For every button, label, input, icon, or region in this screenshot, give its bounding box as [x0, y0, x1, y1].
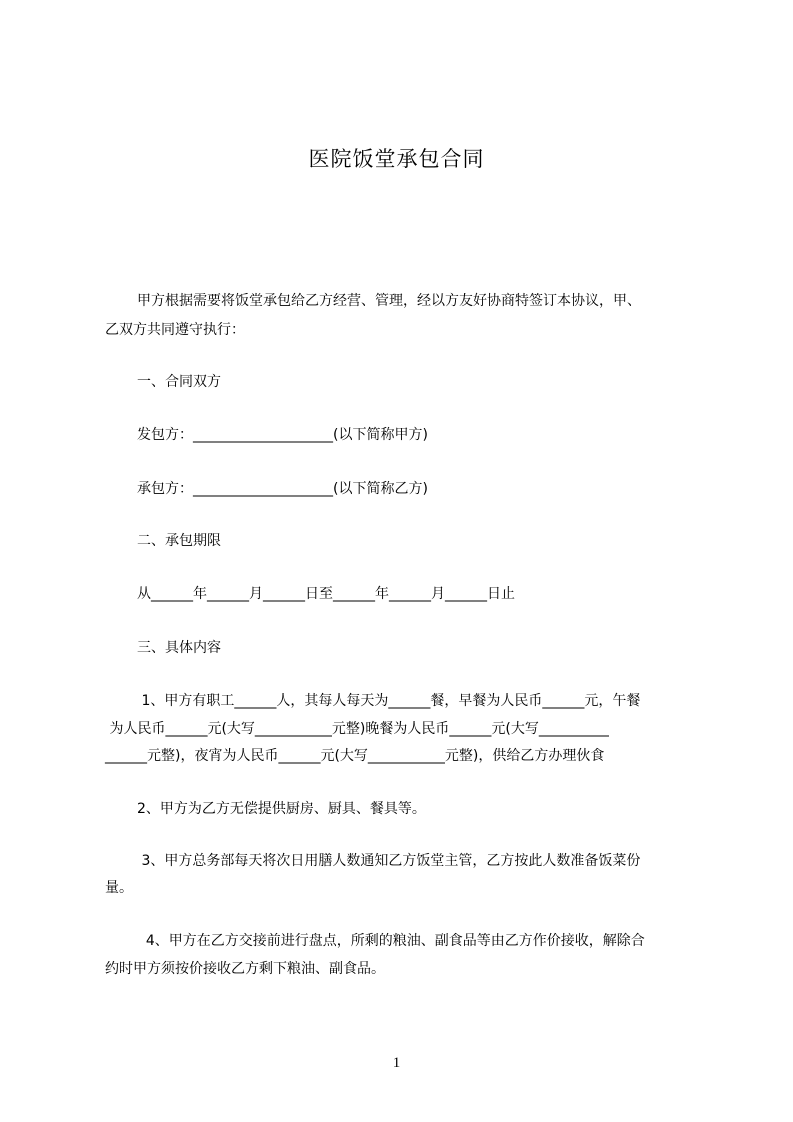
item-3-line-2: 量。	[105, 880, 133, 896]
item-1-line-2: 为人民币______元(大写___________元整)晚餐为人民币______元(大写__________	[105, 721, 609, 737]
party-a-line: 发包方：____________________(以下简称甲方)	[137, 427, 428, 443]
item-3-line-1: 3、甲方总务部每天将次日用膳人数通知乙方饭堂主管，乙方按此人数准备饭菜份	[137, 853, 641, 869]
item-1-line-3: ______元整)，夜宵为人民币______元(大写___________元整)，供给乙方办理伙食	[105, 748, 605, 764]
party-b-line: 承包方：____________________(以下简称乙方)	[137, 481, 428, 497]
intro-line-1: 甲方根据需要将饭堂承包给乙方经营、管理，经以方友好协商特签订本协议，甲、	[137, 293, 641, 309]
page-number: 1	[392, 1055, 401, 1071]
item-1-line-1: 1、甲方有职工______人，其每人每天为______餐，早餐为人民币______元，午餐	[137, 693, 641, 709]
intro-line-2: 乙双方共同遵守执行：	[105, 322, 245, 338]
section-2-heading: 二、承包期限	[137, 533, 221, 549]
item-4-line-2: 约时甲方须按价接收乙方剩下粮油、副食品。	[105, 961, 385, 977]
section-3-heading: 三、具体内容	[137, 640, 221, 656]
item-4-line-1: 4、甲方在乙方交接前进行盘点，所剩的粮油、副食品等由乙方作价接收，解除合	[137, 933, 645, 949]
document-title: 医院饭堂承包合同	[308, 147, 485, 171]
term-line: 从______年______月______日至______年______月______日止	[137, 586, 515, 602]
section-1-heading: 一、合同双方	[137, 374, 221, 390]
item-2: 2、甲方为乙方无偿提供厨房、厨具、餐具等。	[137, 801, 426, 817]
